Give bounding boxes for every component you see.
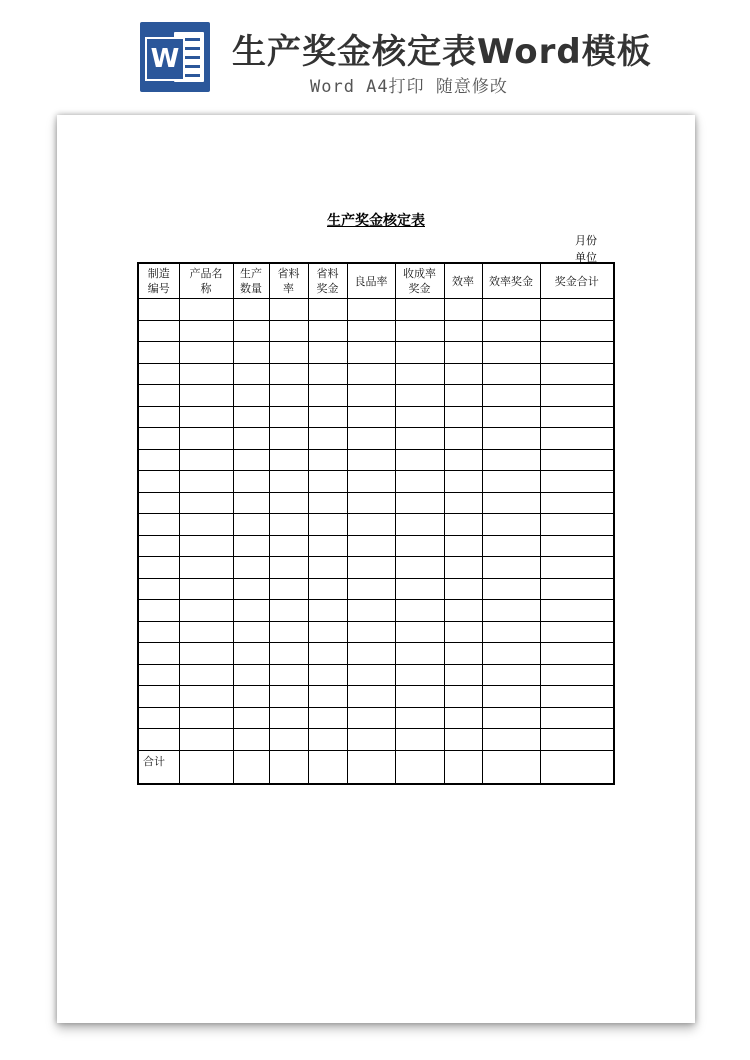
- table-cell[interactable]: [269, 320, 308, 342]
- table-cell[interactable]: [233, 600, 269, 622]
- table-cell[interactable]: [395, 535, 444, 557]
- table-cell[interactable]: [269, 449, 308, 471]
- table-cell[interactable]: [395, 363, 444, 385]
- table-cell[interactable]: [308, 471, 347, 493]
- table-row: [138, 449, 614, 471]
- table-cell[interactable]: [347, 514, 395, 536]
- table-cell[interactable]: [179, 320, 233, 342]
- table-cell[interactable]: [347, 363, 395, 385]
- table-cell[interactable]: [540, 557, 614, 579]
- table-cell[interactable]: [269, 428, 308, 450]
- table-cell[interactable]: [179, 600, 233, 622]
- table-cell[interactable]: [444, 471, 482, 493]
- table-cell[interactable]: [395, 471, 444, 493]
- table-row: [138, 492, 614, 514]
- table-cell[interactable]: [138, 600, 179, 622]
- table-cell[interactable]: [179, 449, 233, 471]
- table-cell[interactable]: [540, 729, 614, 751]
- table-cell[interactable]: [179, 342, 233, 364]
- table-cell[interactable]: [395, 406, 444, 428]
- document-title: 生产奖金核定表: [327, 213, 425, 229]
- table-cell[interactable]: [540, 621, 614, 643]
- table-cell[interactable]: [395, 707, 444, 729]
- table-cell[interactable]: [482, 406, 540, 428]
- table-row: [138, 320, 614, 342]
- table-cell[interactable]: [179, 750, 233, 784]
- table-cell[interactable]: [540, 342, 614, 364]
- col-header: 产品名 称: [179, 263, 233, 299]
- col-header: 生产 数量: [233, 263, 269, 299]
- table-cell[interactable]: [138, 342, 179, 364]
- table-cell[interactable]: [233, 492, 269, 514]
- table-row: [138, 557, 614, 579]
- table-cell[interactable]: [138, 320, 179, 342]
- table-cell[interactable]: [395, 342, 444, 364]
- table-cell[interactable]: [179, 557, 233, 579]
- table-cell[interactable]: [482, 514, 540, 536]
- table-cell[interactable]: [308, 428, 347, 450]
- table-cell[interactable]: [540, 385, 614, 407]
- col-header: 制造 编号: [138, 263, 179, 299]
- table-cell[interactable]: [308, 299, 347, 321]
- table-cell[interactable]: [138, 471, 179, 493]
- col-header: 效率奖金: [482, 263, 540, 299]
- month-label: 月份: [575, 234, 597, 247]
- table-cell[interactable]: [395, 514, 444, 536]
- table-cell[interactable]: [233, 299, 269, 321]
- table-cell[interactable]: [179, 299, 233, 321]
- table-cell[interactable]: [540, 600, 614, 622]
- table-cell[interactable]: [269, 299, 308, 321]
- table-cell[interactable]: [179, 643, 233, 665]
- table-cell[interactable]: [233, 707, 269, 729]
- table-cell[interactable]: [482, 428, 540, 450]
- table-cell[interactable]: [395, 557, 444, 579]
- col-header: 省料 率: [269, 263, 308, 299]
- table-cell[interactable]: [138, 729, 179, 751]
- table-cell[interactable]: [444, 557, 482, 579]
- table-cell[interactable]: [540, 406, 614, 428]
- table-cell[interactable]: [138, 664, 179, 686]
- table-cell[interactable]: [269, 535, 308, 557]
- table-cell[interactable]: [482, 363, 540, 385]
- table-cell[interactable]: [482, 299, 540, 321]
- table-cell[interactable]: [138, 535, 179, 557]
- table-cell[interactable]: [444, 707, 482, 729]
- table-cell[interactable]: [395, 299, 444, 321]
- table-cell[interactable]: [444, 664, 482, 686]
- table-cell[interactable]: [138, 643, 179, 665]
- table-cell[interactable]: [395, 320, 444, 342]
- table-cell[interactable]: [233, 621, 269, 643]
- table-cell[interactable]: [482, 750, 540, 784]
- table-row: [138, 686, 614, 708]
- table-cell[interactable]: [444, 578, 482, 600]
- table-cell[interactable]: [540, 664, 614, 686]
- table-cell[interactable]: [308, 514, 347, 536]
- table-cell[interactable]: [347, 299, 395, 321]
- table-cell[interactable]: [482, 707, 540, 729]
- table-cell[interactable]: [138, 428, 179, 450]
- table-cell[interactable]: [482, 578, 540, 600]
- table-cell[interactable]: [269, 492, 308, 514]
- table-cell[interactable]: [308, 320, 347, 342]
- table-cell[interactable]: [395, 729, 444, 751]
- table-cell[interactable]: [347, 342, 395, 364]
- table-cell[interactable]: [269, 363, 308, 385]
- table-cell[interactable]: [395, 428, 444, 450]
- table-cell[interactable]: [347, 406, 395, 428]
- table-cell[interactable]: [347, 643, 395, 665]
- table-cell[interactable]: [540, 578, 614, 600]
- table-cell[interactable]: [269, 729, 308, 751]
- table-cell[interactable]: [482, 342, 540, 364]
- table-cell[interactable]: [540, 750, 614, 784]
- table-cell[interactable]: [347, 492, 395, 514]
- table-cell[interactable]: [308, 729, 347, 751]
- table-cell[interactable]: [444, 320, 482, 342]
- table-cell[interactable]: [347, 750, 395, 784]
- table-cell[interactable]: [269, 621, 308, 643]
- word-logo-icon: [140, 22, 210, 92]
- table-cell[interactable]: [269, 578, 308, 600]
- unit-label: 单位: [575, 251, 597, 264]
- table-row: [138, 385, 614, 407]
- table-cell[interactable]: [482, 643, 540, 665]
- table-cell[interactable]: [269, 514, 308, 536]
- table-cell[interactable]: [347, 729, 395, 751]
- table-cell[interactable]: [540, 428, 614, 450]
- word-letter: W: [145, 37, 185, 81]
- table-cell[interactable]: [482, 385, 540, 407]
- table-row: [138, 621, 614, 643]
- table-cell[interactable]: [269, 557, 308, 579]
- table-cell[interactable]: [482, 320, 540, 342]
- table-cell[interactable]: [540, 471, 614, 493]
- table-cell[interactable]: [269, 707, 308, 729]
- table-cell[interactable]: [179, 514, 233, 536]
- table-cell[interactable]: [347, 707, 395, 729]
- table-cell[interactable]: [482, 492, 540, 514]
- table-body: [138, 299, 614, 784]
- col-header: 省料 奖金: [308, 263, 347, 299]
- table-cell[interactable]: [138, 514, 179, 536]
- table-cell[interactable]: [395, 600, 444, 622]
- table-row: [138, 471, 614, 493]
- table-cell[interactable]: [269, 643, 308, 665]
- table-cell[interactable]: [269, 600, 308, 622]
- table-cell[interactable]: [444, 643, 482, 665]
- table-cell[interactable]: [540, 320, 614, 342]
- table-cell[interactable]: [233, 449, 269, 471]
- col-header: 奖金合计: [540, 263, 614, 299]
- table-cell[interactable]: [482, 471, 540, 493]
- table-cell[interactable]: [395, 385, 444, 407]
- table-cell[interactable]: [347, 320, 395, 342]
- table-cell[interactable]: [540, 299, 614, 321]
- table-cell[interactable]: [138, 363, 179, 385]
- table-cell[interactable]: [444, 600, 482, 622]
- table-cell[interactable]: [444, 342, 482, 364]
- table-cell[interactable]: [179, 406, 233, 428]
- table-cell[interactable]: [233, 428, 269, 450]
- table-cell[interactable]: [233, 514, 269, 536]
- table-cell[interactable]: [308, 449, 347, 471]
- table-cell[interactable]: [233, 643, 269, 665]
- table-cell[interactable]: [444, 406, 482, 428]
- table-cell[interactable]: [444, 492, 482, 514]
- table-cell[interactable]: [233, 664, 269, 686]
- table-cell[interactable]: [444, 535, 482, 557]
- table-cell[interactable]: [233, 406, 269, 428]
- table-cell[interactable]: [395, 686, 444, 708]
- table-cell[interactable]: [395, 750, 444, 784]
- table-row: [138, 514, 614, 536]
- table-cell[interactable]: [347, 621, 395, 643]
- table-cell[interactable]: [540, 707, 614, 729]
- table-cell[interactable]: [347, 449, 395, 471]
- table-cell[interactable]: [233, 729, 269, 751]
- table-cell[interactable]: [179, 686, 233, 708]
- table-cell[interactable]: [233, 578, 269, 600]
- table-row: [138, 578, 614, 600]
- table-cell[interactable]: [233, 320, 269, 342]
- table-row: [138, 428, 614, 450]
- table-cell[interactable]: [138, 557, 179, 579]
- table-cell[interactable]: [233, 686, 269, 708]
- table-cell[interactable]: [269, 750, 308, 784]
- table-cell[interactable]: [138, 621, 179, 643]
- table-cell[interactable]: [444, 385, 482, 407]
- table-cell[interactable]: [179, 428, 233, 450]
- table-cell[interactable]: [308, 664, 347, 686]
- bonus-table: [137, 262, 615, 785]
- table-cell[interactable]: [482, 535, 540, 557]
- table-cell[interactable]: [308, 578, 347, 600]
- table-cell[interactable]: [233, 363, 269, 385]
- table-cell[interactable]: [395, 492, 444, 514]
- col-header: 良品率: [347, 263, 395, 299]
- table-cell[interactable]: [347, 664, 395, 686]
- table-cell[interactable]: [444, 729, 482, 751]
- table-cell[interactable]: [482, 664, 540, 686]
- table-cell[interactable]: [269, 664, 308, 686]
- table-cell[interactable]: [269, 686, 308, 708]
- table-cell[interactable]: [179, 535, 233, 557]
- table-row: [138, 363, 614, 385]
- table-cell[interactable]: [444, 299, 482, 321]
- table-row: [138, 664, 614, 686]
- table-cell[interactable]: [233, 385, 269, 407]
- table-cell[interactable]: [395, 578, 444, 600]
- col-header: 收成率 奖金: [395, 263, 444, 299]
- table-row: [138, 406, 614, 428]
- table-cell[interactable]: [308, 342, 347, 364]
- table-cell[interactable]: [179, 492, 233, 514]
- table-cell[interactable]: [308, 643, 347, 665]
- table-cell[interactable]: [269, 385, 308, 407]
- table-cell[interactable]: [444, 750, 482, 784]
- table-cell[interactable]: [444, 514, 482, 536]
- table-cell[interactable]: [540, 686, 614, 708]
- table-cell[interactable]: [233, 750, 269, 784]
- table-cell[interactable]: [308, 621, 347, 643]
- template-header: [0, 0, 750, 110]
- table-cell[interactable]: [540, 363, 614, 385]
- table-cell[interactable]: [540, 643, 614, 665]
- table-cell[interactable]: [347, 428, 395, 450]
- table-cell[interactable]: [395, 621, 444, 643]
- table-cell[interactable]: [444, 428, 482, 450]
- table-cell[interactable]: [308, 363, 347, 385]
- table-row: [138, 600, 614, 622]
- table-cell[interactable]: [308, 492, 347, 514]
- table-cell[interactable]: [347, 535, 395, 557]
- table-cell[interactable]: [269, 406, 308, 428]
- table-cell[interactable]: [444, 363, 482, 385]
- document-page: [57, 115, 695, 1023]
- table-cell[interactable]: [540, 514, 614, 536]
- table-cell[interactable]: [395, 449, 444, 471]
- table-row: [138, 342, 614, 364]
- table-cell[interactable]: [233, 535, 269, 557]
- table-cell[interactable]: [308, 600, 347, 622]
- table-cell[interactable]: [347, 600, 395, 622]
- table-cell[interactable]: [308, 557, 347, 579]
- table-cell[interactable]: [395, 664, 444, 686]
- table-cell[interactable]: [347, 471, 395, 493]
- table-row: [138, 643, 614, 665]
- table-cell[interactable]: [308, 707, 347, 729]
- table-cell[interactable]: [179, 471, 233, 493]
- table-cell[interactable]: [233, 471, 269, 493]
- table-cell[interactable]: [138, 492, 179, 514]
- table-cell[interactable]: [179, 363, 233, 385]
- table-cell[interactable]: [347, 385, 395, 407]
- table-cell[interactable]: [482, 557, 540, 579]
- table-cell[interactable]: [179, 707, 233, 729]
- table-cell[interactable]: [482, 729, 540, 751]
- table-cell[interactable]: [308, 686, 347, 708]
- table-cell[interactable]: [482, 600, 540, 622]
- table-row: [138, 299, 614, 321]
- table-cell[interactable]: [138, 707, 179, 729]
- table-cell[interactable]: [308, 535, 347, 557]
- table-row: [138, 535, 614, 557]
- table-cell[interactable]: [269, 471, 308, 493]
- template-subtitle: Word A4打印 随意修改: [310, 77, 508, 97]
- table-cell[interactable]: [347, 557, 395, 579]
- table-cell[interactable]: [347, 686, 395, 708]
- table-cell[interactable]: [347, 578, 395, 600]
- table-cell[interactable]: [540, 449, 614, 471]
- template-title: 生产奖金核定表Word模板: [232, 32, 652, 72]
- table-cell[interactable]: [233, 342, 269, 364]
- table-cell[interactable]: [308, 750, 347, 784]
- table-cell[interactable]: [138, 578, 179, 600]
- table-cell[interactable]: [482, 449, 540, 471]
- table-cell[interactable]: [179, 385, 233, 407]
- table-cell[interactable]: [308, 385, 347, 407]
- table-cell[interactable]: [138, 449, 179, 471]
- table-cell[interactable]: [444, 686, 482, 708]
- table-cell[interactable]: [179, 729, 233, 751]
- table-cell[interactable]: [395, 643, 444, 665]
- table-cell[interactable]: [179, 621, 233, 643]
- table-cell[interactable]: [233, 557, 269, 579]
- table-cell[interactable]: [482, 621, 540, 643]
- table-cell[interactable]: [269, 342, 308, 364]
- table-cell[interactable]: [444, 449, 482, 471]
- table-cell[interactable]: [482, 686, 540, 708]
- col-header: 效率: [444, 263, 482, 299]
- table-cell[interactable]: [179, 664, 233, 686]
- table-cell[interactable]: [138, 406, 179, 428]
- table-header-row: [138, 263, 614, 299]
- total-label: 合计: [138, 750, 179, 784]
- table-cell[interactable]: [179, 578, 233, 600]
- table-row: [138, 729, 614, 751]
- total-row: [138, 750, 614, 784]
- table-cell[interactable]: [444, 621, 482, 643]
- table-cell[interactable]: [138, 299, 179, 321]
- table-cell[interactable]: [138, 385, 179, 407]
- table-cell[interactable]: [138, 686, 179, 708]
- table-cell[interactable]: [540, 535, 614, 557]
- table-row: [138, 707, 614, 729]
- table-cell[interactable]: [540, 492, 614, 514]
- table-cell[interactable]: [308, 406, 347, 428]
